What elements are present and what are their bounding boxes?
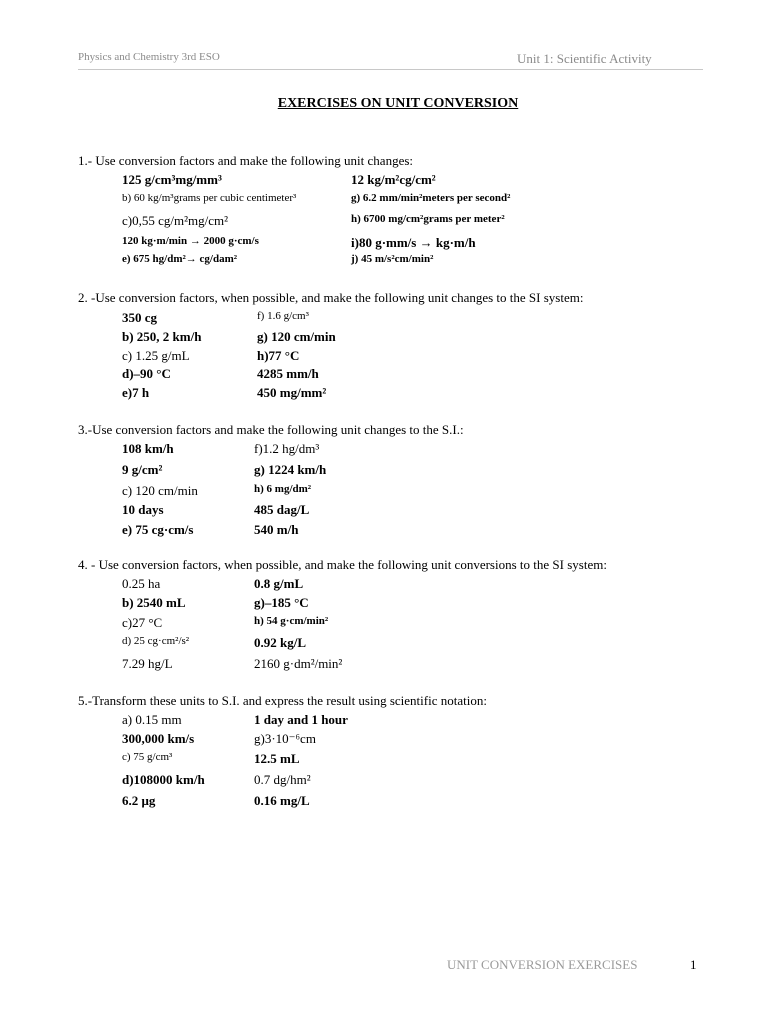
question-3-row — [0, 522, 768, 542]
exercise-item: 485 dag/L — [254, 502, 310, 517]
question-2-row — [0, 385, 768, 405]
question-1-row — [0, 192, 768, 212]
question-5-row — [0, 731, 768, 751]
exercise-item: d)–90 °C — [122, 366, 171, 381]
exercise-item: g)–185 °C — [254, 595, 309, 610]
question-5-row — [0, 793, 768, 813]
exercise-item: b) 250, 2 km/h — [122, 329, 202, 344]
exercise-item: b) 2540 mL — [122, 595, 186, 610]
exercise-item: d)108000 km/h — [122, 772, 205, 787]
question-2-prompt: 2. -Use conversion factors, when possible, and make the following unit changes to the SI system: — [78, 290, 584, 305]
exercise-item: c)0,55 cg/m²mg/cm² — [122, 213, 228, 228]
question-2-row — [0, 348, 768, 368]
exercise-item: 1 day and 1 hour — [254, 712, 348, 727]
exercise-item: 540 m/h — [254, 522, 299, 537]
exercise-item: 450 mg/mm² — [257, 385, 327, 400]
exercise-item: e) 675 hg/dm²→ cg/dam² — [122, 253, 238, 265]
question-5-row — [0, 751, 768, 771]
exercise-item: 9 g/cm² — [122, 462, 163, 477]
exercise-item: g) 6.2 mm/min²meters per second² — [351, 192, 511, 204]
exercise-item: 10 days — [122, 502, 164, 517]
exercise-item: h)77 °C — [257, 348, 300, 363]
exercise-item: h) 54 g·cm/min² — [254, 615, 329, 627]
exercise-item: 0.7 dg/hm² — [254, 772, 311, 787]
exercise-item: 125 g/cm³mg/mm³ — [122, 172, 222, 187]
exercise-item: b) 60 kg/m³grams per cubic centimeter³ — [122, 192, 297, 204]
exercise-item: i)80 g·mm/s → kg·m/h — [351, 235, 476, 250]
header-unit: Unit 1: Scientific Activity — [517, 51, 652, 66]
question-4-row — [0, 656, 768, 676]
exercise-item: g) 1224 km/h — [254, 462, 327, 477]
page-number: 1 — [690, 957, 697, 972]
exercise-item: 0.8 g/mL — [254, 576, 304, 591]
exercise-item: e) 75 cg·cm/s — [122, 522, 194, 537]
question-2-row — [0, 329, 768, 349]
exercise-item: 0.16 mg/L — [254, 793, 310, 808]
question-3-row — [0, 502, 768, 522]
exercise-item: c) 120 cm/min — [122, 483, 198, 498]
exercise-item: 120 kg·m/min → 2000 g·cm/s — [122, 235, 259, 247]
question-4-row — [0, 615, 768, 635]
exercise-item: g)3·10⁻⁶cm — [254, 731, 316, 746]
question-4-row — [0, 635, 768, 655]
question-1-row — [0, 235, 768, 255]
question-3-row — [0, 483, 768, 503]
exercise-item: 2160 g·dm²/min² — [254, 656, 343, 671]
exercise-item: f)1.2 hg/dm³ — [254, 441, 320, 456]
exercise-item: 4285 mm/h — [257, 366, 319, 381]
exercise-item: 108 km/h — [122, 441, 174, 456]
exercise-item: c) 1.25 g/mL — [122, 348, 190, 363]
question-3-row — [0, 462, 768, 482]
exercise-item: a) 0.15 mm — [122, 712, 182, 727]
exercise-item: j) 45 m/s²cm/min² — [351, 253, 434, 265]
exercise-item: d) 25 cg·cm²/s² — [122, 635, 190, 647]
exercise-item: c) 75 g/cm³ — [122, 751, 173, 763]
question-5-row — [0, 712, 768, 732]
exercise-item: c)27 °C — [122, 615, 163, 630]
exercise-item: 350 cg — [122, 310, 158, 325]
header-subject: Physics and Chemistry 3rd ESO — [78, 51, 220, 63]
question-1-row — [0, 213, 768, 233]
question-5-prompt: 5.-Transform these units to S.I. and express the result using scientific notation: — [78, 693, 487, 708]
question-5-row — [0, 772, 768, 792]
footer-title: UNIT CONVERSION EXERCISES — [447, 957, 638, 972]
question-2-row — [0, 366, 768, 386]
exercise-item: 300,000 km/s — [122, 731, 195, 746]
question-4-prompt: 4. - Use conversion factors, when possible, and make the following unit conversions to the SI system: — [78, 557, 607, 572]
page-title: EXERCISES ON UNIT CONVERSION — [277, 96, 519, 111]
exercise-item: h) 6 mg/dm² — [254, 483, 312, 495]
exercise-item: 6.2 μg — [122, 793, 156, 808]
exercise-item: 7.29 hg/L — [122, 656, 173, 671]
exercise-item: 0.92 kg/L — [254, 635, 307, 650]
question-1-row — [0, 253, 768, 273]
question-2-row — [0, 310, 768, 330]
exercise-item: e)7 h — [122, 385, 150, 400]
exercise-item: h) 6700 mg/cm²grams per meter² — [351, 213, 505, 225]
question-1-row — [0, 172, 768, 192]
exercise-item: f) 1.6 g/cm³ — [257, 310, 309, 322]
exercise-item: 12.5 mL — [254, 751, 300, 766]
question-3-prompt: 3.-Use conversion factors and make the following unit changes to the S.I.: — [78, 422, 464, 437]
question-4-row — [0, 595, 768, 615]
header-divider — [78, 69, 703, 70]
question-4-row — [0, 576, 768, 596]
question-1-prompt: 1.- Use conversion factors and make the following unit changes: — [78, 153, 414, 168]
exercise-item: 0.25 ha — [122, 576, 161, 591]
question-3-row — [0, 441, 768, 461]
exercise-item: g) 120 cm/min — [257, 329, 336, 344]
exercise-item: 12 kg/m²cg/cm² — [351, 172, 436, 187]
